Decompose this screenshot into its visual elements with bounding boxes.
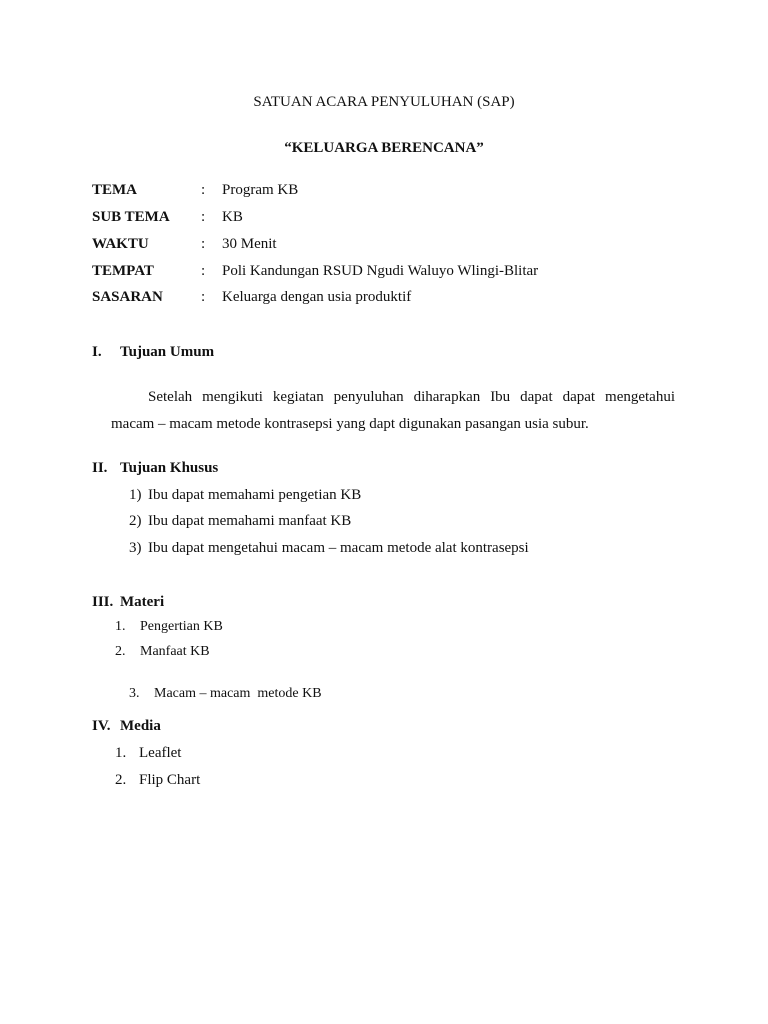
list-item (115, 643, 210, 661)
info-value: Keluarga dengan usia produktif (222, 289, 412, 305)
info-row-tema (0, 182, 768, 202)
list-item-text: Manfaat KB (140, 644, 210, 659)
info-colon: : (201, 236, 206, 252)
list-item-text: Macam – macam metode KB (154, 686, 322, 701)
list-item-text: Ibu dapat memahami manfaat KB (148, 513, 352, 529)
section-heading-tujuan-khusus (92, 459, 218, 477)
list-item-text: Leaflet (139, 745, 182, 761)
section-heading-text: Materi (120, 594, 165, 610)
section-heading-text: Media (120, 718, 161, 734)
info-label: SASARAN (92, 289, 163, 305)
section-heading-text: Tujuan Khusus (120, 460, 219, 476)
info-label: SUB TEMA (92, 209, 170, 225)
list-item-text: Ibu dapat memahami pengetian KB (148, 487, 362, 503)
info-row-sasaran (0, 289, 768, 309)
info-value: Program KB (222, 182, 299, 198)
document-subtitle: “KELUARGA BERENCANA” (284, 140, 484, 156)
list-item (115, 771, 200, 789)
section-number: I. (92, 344, 102, 360)
info-row-sub-tema (0, 209, 768, 229)
list-item-text: Pengertian KB (140, 619, 223, 634)
list-item-number: 2. (115, 644, 126, 659)
tujuan-umum-paragraph-line2: macam – macam metode kontrasepsi yang dapt digunakan pasangan usia subur. (111, 416, 589, 432)
list-item-text: Ibu dapat mengetahui macam – macam metode alat kontrasepsi (148, 540, 529, 556)
info-label: TEMPAT (92, 263, 154, 279)
list-item (115, 744, 181, 762)
info-colon: : (201, 182, 206, 198)
info-row-waktu (0, 236, 768, 256)
info-colon: : (201, 263, 206, 279)
section-heading-media (92, 717, 161, 735)
info-colon: : (201, 289, 206, 305)
list-item (129, 486, 361, 504)
tujuan-umum-paragraph-line1: Setelah mengikuti kegiatan penyuluhan diharapkan Ibu dapat dapat mengetahui (148, 389, 675, 405)
section-number: III. (92, 594, 114, 610)
list-item (115, 667, 322, 721)
section-heading-text: Tujuan Umum (120, 344, 215, 360)
info-label: TEMA (92, 182, 137, 198)
info-label: WAKTU (92, 236, 149, 252)
list-item-number: 1) (129, 487, 142, 503)
section-heading-materi (92, 593, 164, 611)
info-row-tempat (0, 263, 768, 283)
list-item (129, 512, 351, 530)
info-value: 30 Menit (222, 236, 277, 252)
section-number: II. (92, 460, 108, 476)
list-item-text: Flip Chart (139, 772, 201, 788)
list-item-number: 2) (129, 513, 142, 529)
list-item-number: 3. (129, 686, 140, 701)
list-item (115, 618, 223, 636)
list-item-number: 1. (115, 745, 127, 761)
info-colon: : (201, 209, 206, 225)
info-value: KB (222, 209, 243, 225)
list-item-number: 1. (115, 619, 126, 634)
list-item-number: 3) (129, 540, 142, 556)
document-title: SATUAN ACARA PENYULUHAN (SAP) (253, 94, 515, 110)
section-heading-tujuan-umum (92, 343, 214, 361)
list-item-number: 2. (115, 772, 127, 788)
info-value: Poli Kandungan RSUD Ngudi Waluyo Wlingi-Blitar (222, 263, 539, 279)
list-item (129, 539, 529, 557)
section-number: IV. (92, 718, 111, 734)
